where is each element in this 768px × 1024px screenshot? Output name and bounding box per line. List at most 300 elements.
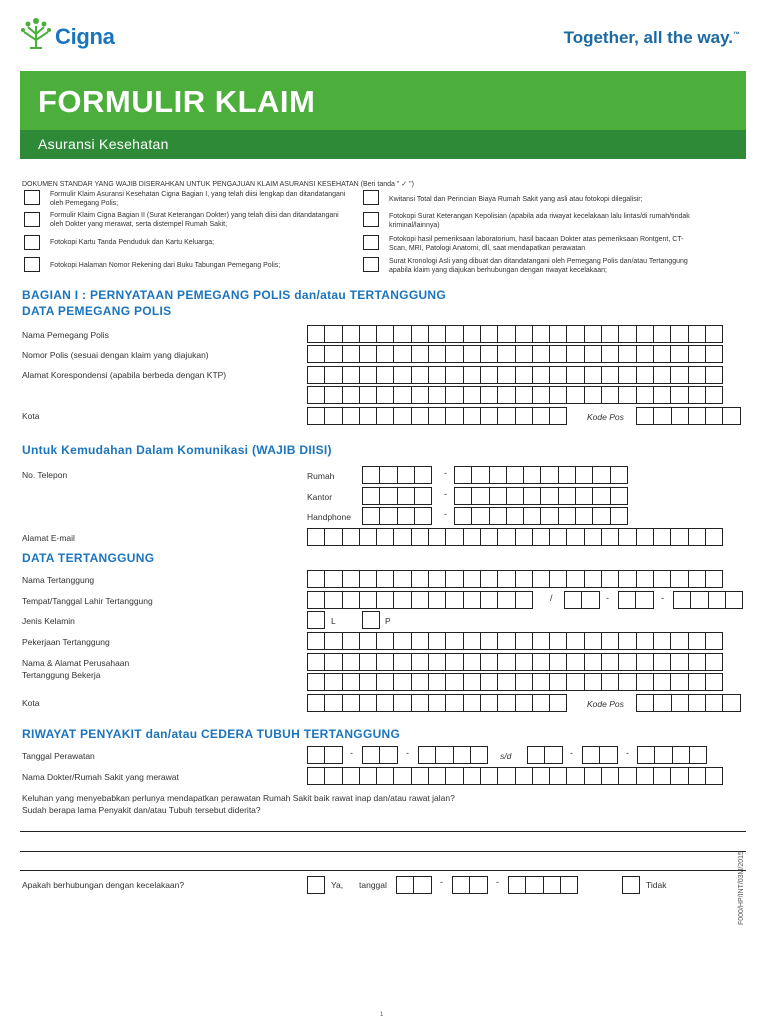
input-cell[interactable] bbox=[454, 466, 472, 484]
input-cell[interactable] bbox=[515, 767, 533, 785]
input-cell[interactable] bbox=[307, 345, 325, 363]
input-cell[interactable] bbox=[307, 673, 325, 691]
input-cell[interactable] bbox=[359, 528, 377, 546]
input-cell[interactable] bbox=[688, 407, 706, 425]
input-cell[interactable] bbox=[480, 386, 498, 404]
input-cell[interactable] bbox=[601, 386, 619, 404]
input-cell[interactable] bbox=[544, 746, 562, 764]
input-tgl-lahir[interactable] bbox=[564, 591, 599, 609]
input-bln-akhir[interactable] bbox=[582, 746, 617, 764]
input-cell[interactable] bbox=[705, 767, 723, 785]
input-cell[interactable] bbox=[540, 487, 558, 505]
input-cell[interactable] bbox=[497, 591, 515, 609]
input-cell[interactable] bbox=[428, 570, 446, 588]
input-cell[interactable] bbox=[414, 466, 432, 484]
input-cell[interactable] bbox=[636, 386, 654, 404]
input-cell[interactable] bbox=[705, 632, 723, 650]
input-cell[interactable] bbox=[592, 487, 610, 505]
input-cell[interactable] bbox=[566, 345, 584, 363]
input-cell[interactable] bbox=[359, 767, 377, 785]
input-cell[interactable] bbox=[376, 528, 394, 546]
input-thn-akhir[interactable] bbox=[637, 746, 706, 764]
input-cell[interactable] bbox=[549, 528, 567, 546]
input-cell[interactable] bbox=[428, 345, 446, 363]
input-cell[interactable] bbox=[610, 466, 628, 484]
input-cell[interactable] bbox=[324, 673, 342, 691]
input-cell[interactable] bbox=[342, 528, 360, 546]
input-cell[interactable] bbox=[540, 507, 558, 525]
input-cell[interactable] bbox=[515, 528, 533, 546]
input-cell[interactable] bbox=[307, 632, 325, 650]
input-cell[interactable] bbox=[581, 591, 599, 609]
input-tgl-akhir[interactable] bbox=[527, 746, 562, 764]
input-cell[interactable] bbox=[342, 407, 360, 425]
input-cell[interactable] bbox=[601, 673, 619, 691]
input-cell[interactable] bbox=[376, 407, 394, 425]
input-cell[interactable] bbox=[379, 466, 397, 484]
input-cell[interactable] bbox=[549, 632, 567, 650]
input-cell[interactable] bbox=[673, 591, 691, 609]
input-cell[interactable] bbox=[688, 570, 706, 588]
input-cell[interactable] bbox=[307, 591, 325, 609]
input-cell[interactable] bbox=[532, 632, 550, 650]
answer-line-2[interactable] bbox=[20, 851, 746, 852]
input-cell[interactable] bbox=[532, 767, 550, 785]
input-cell[interactable] bbox=[532, 345, 550, 363]
input-cell[interactable] bbox=[445, 325, 463, 343]
input-cell[interactable] bbox=[599, 746, 617, 764]
input-cell[interactable] bbox=[411, 345, 429, 363]
input-rumah-nomor[interactable] bbox=[454, 466, 627, 484]
input-cell[interactable] bbox=[688, 386, 706, 404]
input-cell[interactable] bbox=[670, 570, 688, 588]
input-cell[interactable] bbox=[324, 591, 342, 609]
input-cell[interactable] bbox=[307, 767, 325, 785]
input-cell[interactable] bbox=[453, 746, 471, 764]
checkbox-ya[interactable] bbox=[307, 876, 324, 894]
input-cell[interactable] bbox=[324, 632, 342, 650]
input-cell[interactable] bbox=[688, 673, 706, 691]
input-cell[interactable] bbox=[445, 386, 463, 404]
input-cell[interactable] bbox=[549, 767, 567, 785]
doc-checkbox-7[interactable] bbox=[363, 235, 379, 250]
input-cell[interactable] bbox=[359, 325, 377, 343]
input-cell[interactable] bbox=[506, 487, 524, 505]
input-cell[interactable] bbox=[670, 366, 688, 384]
input-cell[interactable] bbox=[688, 325, 706, 343]
doc-checkbox-1[interactable] bbox=[24, 190, 40, 205]
input-cell[interactable] bbox=[532, 694, 550, 712]
input-email[interactable] bbox=[307, 528, 722, 546]
input-cell[interactable] bbox=[566, 366, 584, 384]
input-cell[interactable] bbox=[411, 767, 429, 785]
input-cell[interactable] bbox=[362, 611, 380, 629]
input-cell[interactable] bbox=[307, 876, 325, 894]
input-cell[interactable] bbox=[705, 366, 723, 384]
input-cell[interactable] bbox=[584, 325, 602, 343]
input-cell[interactable] bbox=[428, 407, 446, 425]
answer-line-3[interactable] bbox=[20, 870, 746, 871]
input-cell[interactable] bbox=[515, 591, 533, 609]
input-cell[interactable] bbox=[428, 694, 446, 712]
input-cell[interactable] bbox=[705, 694, 723, 712]
input-cell[interactable] bbox=[463, 632, 481, 650]
input-cell[interactable] bbox=[515, 386, 533, 404]
input-cell[interactable] bbox=[508, 876, 526, 894]
input-cell[interactable] bbox=[532, 407, 550, 425]
input-cell[interactable] bbox=[560, 876, 578, 894]
input-cell[interactable] bbox=[397, 487, 415, 505]
input-cell[interactable] bbox=[445, 528, 463, 546]
input-cell[interactable] bbox=[584, 767, 602, 785]
input-cell[interactable] bbox=[452, 876, 470, 894]
input-cell[interactable] bbox=[445, 407, 463, 425]
input-cell[interactable] bbox=[584, 345, 602, 363]
input-cell[interactable] bbox=[307, 325, 325, 343]
input-cell[interactable] bbox=[376, 653, 394, 671]
input-cell[interactable] bbox=[549, 366, 567, 384]
input-cell[interactable] bbox=[413, 876, 431, 894]
input-cell[interactable] bbox=[324, 767, 342, 785]
input-cell[interactable] bbox=[428, 591, 446, 609]
input-kantor-nomor[interactable] bbox=[454, 487, 627, 505]
input-cell[interactable] bbox=[359, 591, 377, 609]
input-cell[interactable] bbox=[653, 694, 671, 712]
input-cell[interactable] bbox=[532, 325, 550, 343]
checkbox-laki[interactable] bbox=[307, 611, 324, 629]
input-cell[interactable] bbox=[445, 366, 463, 384]
input-cell[interactable] bbox=[376, 767, 394, 785]
input-cell[interactable] bbox=[582, 746, 600, 764]
input-cell[interactable] bbox=[463, 345, 481, 363]
input-cell[interactable] bbox=[489, 507, 507, 525]
input-cell[interactable] bbox=[601, 366, 619, 384]
input-cell[interactable] bbox=[362, 507, 380, 525]
input-cell[interactable] bbox=[558, 507, 576, 525]
input-nomor-polis[interactable] bbox=[307, 345, 722, 363]
input-cell[interactable] bbox=[653, 653, 671, 671]
input-cell[interactable] bbox=[670, 528, 688, 546]
input-cell[interactable] bbox=[480, 673, 498, 691]
input-cell[interactable] bbox=[411, 591, 429, 609]
input-rumah-kode[interactable] bbox=[362, 466, 431, 484]
input-cell[interactable] bbox=[622, 876, 640, 894]
input-cell[interactable] bbox=[411, 632, 429, 650]
input-cell[interactable] bbox=[722, 694, 740, 712]
input-cell[interactable] bbox=[418, 746, 436, 764]
input-cell[interactable] bbox=[463, 591, 481, 609]
input-bln-kecelakaan[interactable] bbox=[452, 876, 487, 894]
input-cell[interactable] bbox=[393, 591, 411, 609]
input-cell[interactable] bbox=[362, 746, 380, 764]
input-cell[interactable] bbox=[688, 528, 706, 546]
input-cell[interactable] bbox=[653, 632, 671, 650]
input-cell[interactable] bbox=[601, 325, 619, 343]
input-perusahaan-1[interactable] bbox=[307, 653, 722, 671]
input-cell[interactable] bbox=[670, 325, 688, 343]
input-nama-tertanggung[interactable] bbox=[307, 570, 722, 588]
input-cell[interactable] bbox=[376, 694, 394, 712]
input-cell[interactable] bbox=[705, 325, 723, 343]
input-cell[interactable] bbox=[411, 570, 429, 588]
input-cell[interactable] bbox=[359, 570, 377, 588]
input-cell[interactable] bbox=[480, 345, 498, 363]
input-cell[interactable] bbox=[671, 407, 689, 425]
input-cell[interactable] bbox=[601, 570, 619, 588]
input-cell[interactable] bbox=[523, 507, 541, 525]
input-cell[interactable] bbox=[618, 366, 636, 384]
input-cell[interactable] bbox=[705, 345, 723, 363]
input-cell[interactable] bbox=[532, 570, 550, 588]
input-cell[interactable] bbox=[362, 466, 380, 484]
input-cell[interactable] bbox=[670, 767, 688, 785]
answer-line-1[interactable] bbox=[20, 831, 746, 832]
input-cell[interactable] bbox=[566, 570, 584, 588]
input-cell[interactable] bbox=[471, 466, 489, 484]
input-cell[interactable] bbox=[497, 386, 515, 404]
input-bln-awal[interactable] bbox=[362, 746, 397, 764]
input-cell[interactable] bbox=[342, 694, 360, 712]
input-cell[interactable] bbox=[584, 570, 602, 588]
input-cell[interactable] bbox=[307, 611, 325, 629]
input-cell[interactable] bbox=[307, 694, 325, 712]
input-cell[interactable] bbox=[532, 386, 550, 404]
input-cell[interactable] bbox=[497, 673, 515, 691]
input-cell[interactable] bbox=[515, 345, 533, 363]
input-cell[interactable] bbox=[549, 653, 567, 671]
input-cell[interactable] bbox=[523, 466, 541, 484]
input-cell[interactable] bbox=[549, 386, 567, 404]
input-cell[interactable] bbox=[618, 653, 636, 671]
input-cell[interactable] bbox=[463, 386, 481, 404]
input-cell[interactable] bbox=[525, 876, 543, 894]
input-hp-nomor[interactable] bbox=[454, 507, 627, 525]
input-cell[interactable] bbox=[480, 632, 498, 650]
input-cell[interactable] bbox=[671, 694, 689, 712]
input-cell[interactable] bbox=[445, 570, 463, 588]
input-cell[interactable] bbox=[359, 653, 377, 671]
input-cell[interactable] bbox=[428, 653, 446, 671]
input-cell[interactable] bbox=[342, 673, 360, 691]
input-cell[interactable] bbox=[527, 746, 545, 764]
input-cell[interactable] bbox=[445, 632, 463, 650]
input-alamat-1[interactable] bbox=[307, 366, 722, 384]
input-cell[interactable] bbox=[584, 528, 602, 546]
input-cell[interactable] bbox=[549, 570, 567, 588]
input-cell[interactable] bbox=[393, 673, 411, 691]
input-cell[interactable] bbox=[584, 673, 602, 691]
checkbox-perempuan[interactable] bbox=[362, 611, 379, 629]
input-cell[interactable] bbox=[610, 487, 628, 505]
input-cell[interactable] bbox=[515, 407, 533, 425]
input-cell[interactable] bbox=[575, 487, 593, 505]
input-cell[interactable] bbox=[445, 767, 463, 785]
input-cell[interactable] bbox=[506, 466, 524, 484]
input-cell[interactable] bbox=[654, 746, 672, 764]
input-cell[interactable] bbox=[454, 507, 472, 525]
input-cell[interactable] bbox=[393, 528, 411, 546]
input-cell[interactable] bbox=[342, 653, 360, 671]
input-cell[interactable] bbox=[469, 876, 487, 894]
input-cell[interactable] bbox=[584, 653, 602, 671]
doc-checkbox-3[interactable] bbox=[24, 235, 40, 250]
input-cell[interactable] bbox=[307, 746, 325, 764]
input-cell[interactable] bbox=[584, 632, 602, 650]
input-cell[interactable] bbox=[636, 673, 654, 691]
input-cell[interactable] bbox=[307, 407, 325, 425]
input-cell[interactable] bbox=[359, 386, 377, 404]
input-cell[interactable] bbox=[307, 386, 325, 404]
input-cell[interactable] bbox=[653, 366, 671, 384]
input-tgl-awal[interactable] bbox=[307, 746, 342, 764]
input-hp-kode[interactable] bbox=[362, 507, 431, 525]
input-cell[interactable] bbox=[705, 653, 723, 671]
input-cell[interactable] bbox=[342, 570, 360, 588]
input-cell[interactable] bbox=[324, 528, 342, 546]
input-cell[interactable] bbox=[515, 570, 533, 588]
input-alamat-2[interactable] bbox=[307, 386, 722, 404]
input-cell[interactable] bbox=[688, 345, 706, 363]
input-cell[interactable] bbox=[688, 694, 706, 712]
input-cell[interactable] bbox=[463, 366, 481, 384]
input-cell[interactable] bbox=[489, 466, 507, 484]
input-cell[interactable] bbox=[428, 767, 446, 785]
input-cell[interactable] bbox=[463, 325, 481, 343]
input-cell[interactable] bbox=[618, 570, 636, 588]
input-cell[interactable] bbox=[532, 653, 550, 671]
input-cell[interactable] bbox=[497, 694, 515, 712]
input-cell[interactable] bbox=[480, 767, 498, 785]
input-cell[interactable] bbox=[342, 345, 360, 363]
input-cell[interactable] bbox=[497, 632, 515, 650]
input-cell[interactable] bbox=[497, 325, 515, 343]
input-cell[interactable] bbox=[376, 632, 394, 650]
input-cell[interactable] bbox=[549, 325, 567, 343]
input-cell[interactable] bbox=[342, 591, 360, 609]
input-tgl-kecelakaan[interactable] bbox=[396, 876, 431, 894]
input-cell[interactable] bbox=[376, 366, 394, 384]
input-cell[interactable] bbox=[558, 487, 576, 505]
input-cell[interactable] bbox=[428, 325, 446, 343]
doc-checkbox-8[interactable] bbox=[363, 257, 379, 272]
input-cell[interactable] bbox=[324, 694, 342, 712]
input-cell[interactable] bbox=[393, 386, 411, 404]
input-cell[interactable] bbox=[480, 407, 498, 425]
input-cell[interactable] bbox=[376, 673, 394, 691]
input-cell[interactable] bbox=[618, 325, 636, 343]
input-cell[interactable] bbox=[497, 653, 515, 671]
input-cell[interactable] bbox=[532, 673, 550, 691]
input-cell[interactable] bbox=[411, 407, 429, 425]
input-cell[interactable] bbox=[397, 466, 415, 484]
input-cell[interactable] bbox=[566, 767, 584, 785]
input-cell[interactable] bbox=[653, 528, 671, 546]
input-kantor-kode[interactable] bbox=[362, 487, 431, 505]
input-kota[interactable] bbox=[307, 407, 566, 425]
input-cell[interactable] bbox=[393, 407, 411, 425]
input-cell[interactable] bbox=[636, 325, 654, 343]
input-cell[interactable] bbox=[618, 591, 636, 609]
doc-checkbox-5[interactable] bbox=[363, 190, 379, 205]
input-cell[interactable] bbox=[359, 632, 377, 650]
input-cell[interactable] bbox=[636, 345, 654, 363]
input-cell[interactable] bbox=[324, 746, 342, 764]
input-cell[interactable] bbox=[558, 466, 576, 484]
input-cell[interactable] bbox=[445, 673, 463, 691]
input-cell[interactable] bbox=[480, 528, 498, 546]
input-cell[interactable] bbox=[376, 345, 394, 363]
input-cell[interactable] bbox=[379, 507, 397, 525]
input-cell[interactable] bbox=[376, 325, 394, 343]
input-cell[interactable] bbox=[690, 591, 708, 609]
input-kota-tertanggung[interactable] bbox=[307, 694, 566, 712]
input-cell[interactable] bbox=[670, 673, 688, 691]
input-thn-kecelakaan[interactable] bbox=[508, 876, 577, 894]
input-cell[interactable] bbox=[497, 407, 515, 425]
input-cell[interactable] bbox=[592, 507, 610, 525]
input-cell[interactable] bbox=[688, 653, 706, 671]
input-cell[interactable] bbox=[342, 767, 360, 785]
input-cell[interactable] bbox=[618, 767, 636, 785]
input-cell[interactable] bbox=[575, 507, 593, 525]
input-cell[interactable] bbox=[359, 345, 377, 363]
input-cell[interactable] bbox=[359, 366, 377, 384]
input-cell[interactable] bbox=[497, 528, 515, 546]
input-cell[interactable] bbox=[411, 325, 429, 343]
input-cell[interactable] bbox=[471, 487, 489, 505]
input-cell[interactable] bbox=[463, 570, 481, 588]
input-cell[interactable] bbox=[653, 673, 671, 691]
input-cell[interactable] bbox=[670, 386, 688, 404]
input-cell[interactable] bbox=[636, 570, 654, 588]
input-cell[interactable] bbox=[480, 591, 498, 609]
input-cell[interactable] bbox=[653, 345, 671, 363]
input-cell[interactable] bbox=[393, 570, 411, 588]
input-thn-lahir[interactable] bbox=[673, 591, 742, 609]
input-bln-lahir[interactable] bbox=[618, 591, 653, 609]
input-cell[interactable] bbox=[463, 528, 481, 546]
input-cell[interactable] bbox=[471, 507, 489, 525]
input-cell[interactable] bbox=[445, 591, 463, 609]
input-cell[interactable] bbox=[636, 653, 654, 671]
input-cell[interactable] bbox=[515, 632, 533, 650]
input-cell[interactable] bbox=[532, 366, 550, 384]
input-cell[interactable] bbox=[601, 528, 619, 546]
input-cell[interactable] bbox=[584, 386, 602, 404]
input-cell[interactable] bbox=[601, 345, 619, 363]
input-cell[interactable] bbox=[397, 507, 415, 525]
input-cell[interactable] bbox=[497, 345, 515, 363]
input-cell[interactable] bbox=[428, 386, 446, 404]
input-cell[interactable] bbox=[497, 570, 515, 588]
input-cell[interactable] bbox=[376, 386, 394, 404]
input-cell[interactable] bbox=[324, 386, 342, 404]
input-cell[interactable] bbox=[342, 632, 360, 650]
input-cell[interactable] bbox=[393, 325, 411, 343]
input-cell[interactable] bbox=[653, 767, 671, 785]
input-cell[interactable] bbox=[454, 487, 472, 505]
input-cell[interactable] bbox=[705, 673, 723, 691]
input-cell[interactable] bbox=[307, 570, 325, 588]
input-dokter[interactable] bbox=[307, 767, 722, 785]
input-cell[interactable] bbox=[463, 767, 481, 785]
input-cell[interactable] bbox=[515, 325, 533, 343]
input-cell[interactable] bbox=[636, 407, 654, 425]
input-cell[interactable] bbox=[342, 366, 360, 384]
input-cell[interactable] bbox=[445, 653, 463, 671]
input-cell[interactable] bbox=[722, 407, 740, 425]
input-cell[interactable] bbox=[566, 653, 584, 671]
